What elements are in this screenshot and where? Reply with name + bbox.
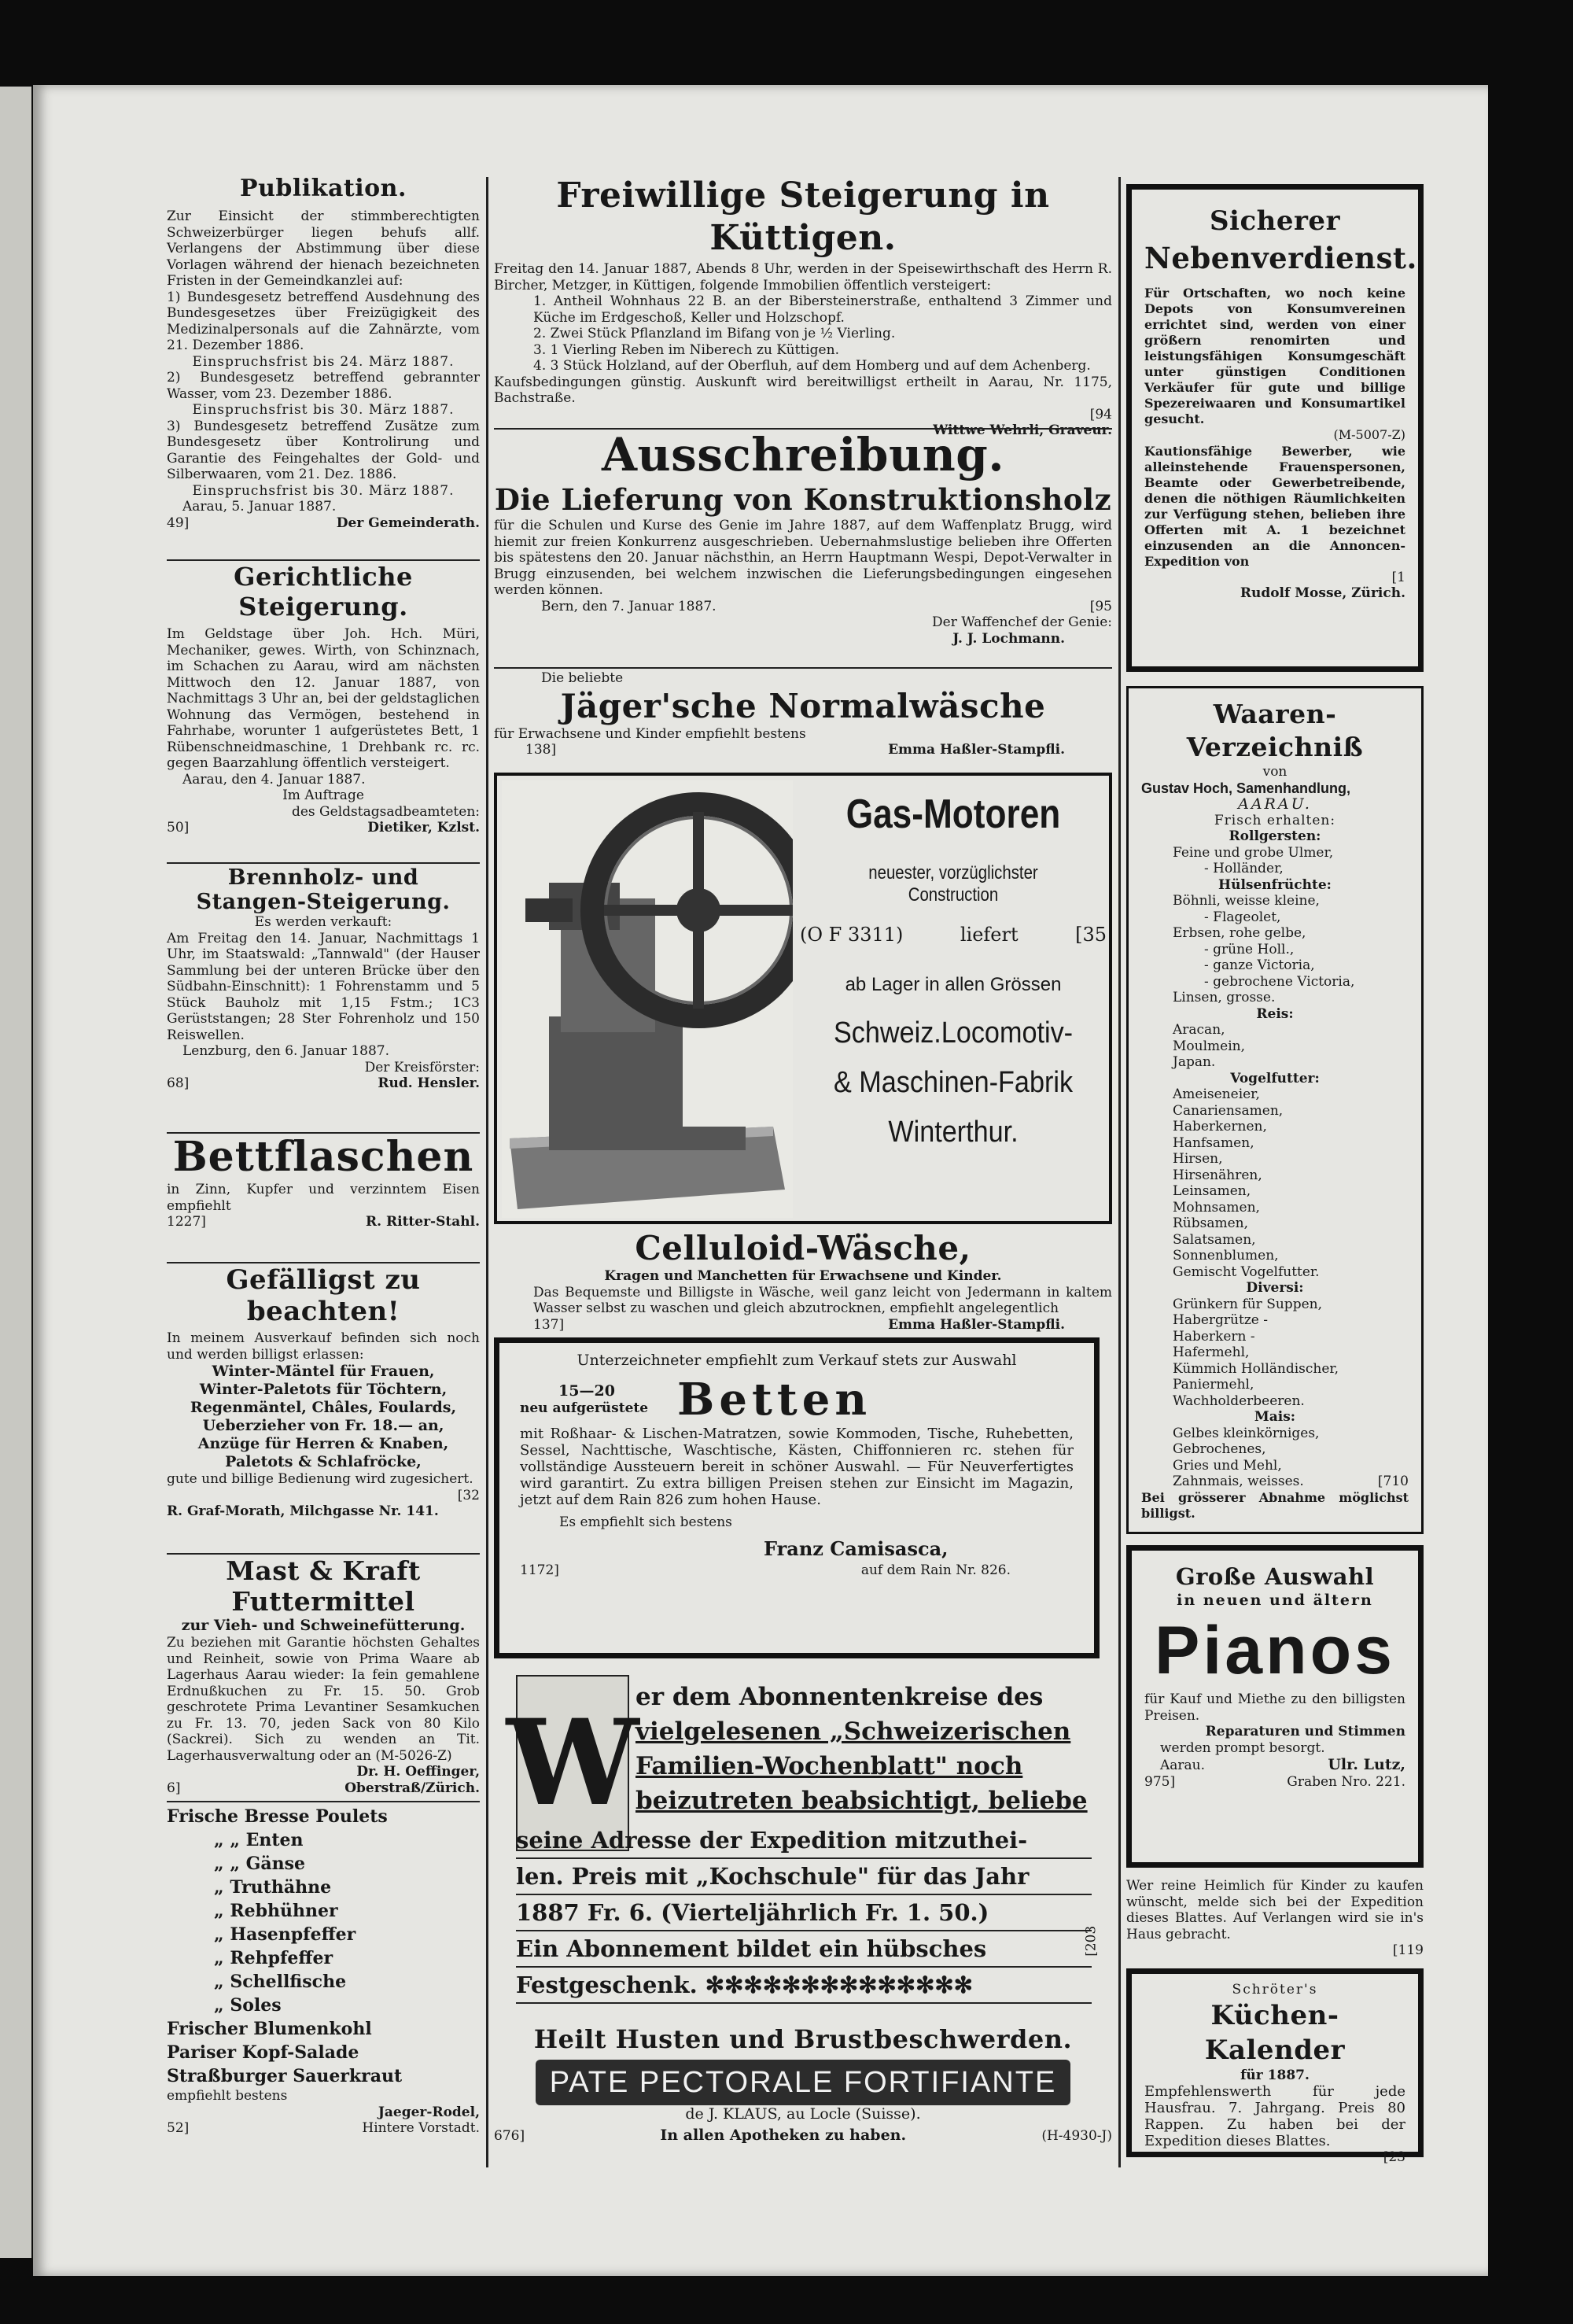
brennholz-text: Am Freitag den 14. Januar, Nachmittags 1 Uhr, im Staatswald: „Tannwald" (der Hauser Sammlung bei der unteren Brücke über den Südbahn-Einschnitt): 1 Fohrenstamm und 5 Stück Bauholz mit 1,15 Fstm.; 1C3 Gerüststangen; 28 Ster Fohrenholz und 150 Reiswellen.	[167, 930, 480, 1043]
abonnenten-line: er dem Abonnentenkreise des	[635, 1683, 1044, 1711]
mast-title: Mast & Kraft Futtermittel	[226, 1555, 421, 1617]
poulets-item: „ Rebhühner	[214, 1901, 338, 1921]
gefaelligst-item: Winter-Mäntel für Frauen,	[212, 1363, 435, 1380]
betten-qty: neu aufgerüstete	[520, 1400, 649, 1416]
waaren-item: Haberkern -	[1173, 1328, 1255, 1345]
mast-signature: Dr. H. Oeffinger,	[356, 1764, 480, 1780]
nebenverdienst-code: (M-5007-Z)	[1333, 427, 1405, 442]
waaren-item: - Holländer,	[1204, 861, 1284, 876]
mast-sub: zur Vieh- und Schweinefütterung.	[181, 1617, 466, 1634]
pianos-sub: in neuen und ältern	[1177, 1592, 1373, 1609]
abonnenten-line: len. Preis mit „Kochschule" für das Jahr	[516, 1859, 1092, 1895]
pianos-address: Graben Nro. 221.	[1287, 1774, 1405, 1790]
publikation-frist: Einspruchsfrist bis 30. März 1887.	[192, 402, 455, 418]
waaren-item: Sonnenblumen,	[1173, 1248, 1279, 1263]
waaren-item: Grünkern für Suppen,	[1173, 1296, 1322, 1312]
waaren-item: - gebrochene Victoria,	[1204, 973, 1355, 990]
waaren-item: Habergrütze -	[1173, 1312, 1268, 1328]
ad-number: 975]	[1144, 1774, 1176, 1790]
ad-publikation	[167, 175, 480, 531]
waaren-item: Gries und Mehl,	[1173, 1457, 1282, 1474]
gas-engine-illustration	[502, 780, 793, 1218]
ad-number: 6]	[167, 1780, 181, 1796]
gas-firm: Schweiz.Locomotiv-	[833, 1016, 1074, 1049]
poulets-item: „ Schellfische	[214, 1972, 347, 1992]
brennholz-signature: Rud. Hensler.	[378, 1075, 480, 1091]
waaren-item: - grüne Holl.,	[1204, 941, 1295, 957]
ad-number: 68]	[167, 1075, 190, 1091]
betten-text: mit Roßhaar- & Lischen-Matratzen, sowie Kommoden, Tische, Ruhebetten, Sessel, Nachttische, Waschtische, Kästen, Chiffonnieren rc. stehen für vollständige Aussteuern bereit in schöner Auswahl. — Für Neuverfertigtes wird garantirt. Zu extra billigen Preisen stehen zur Einsicht im Magazin, jetzt auf dem Rain 826 zum hohen Hause.	[520, 1425, 1074, 1508]
waaren-item: Gebrochenes,	[1173, 1441, 1266, 1457]
ad-celluloid	[494, 1229, 1112, 1333]
nebenverdienst-title: Sicherer	[1210, 205, 1340, 237]
ausschreibung-signature: J. J. Lochmann.	[952, 630, 1065, 647]
ausschreibung-date: Bern, den 7. Januar 1887.	[541, 598, 717, 614]
ad-pianos	[1126, 1545, 1424, 1868]
ornate-initial: W	[516, 1675, 629, 1851]
gerichtliche-title: Gerichtliche Steigerung.	[234, 562, 413, 622]
pate-banner	[536, 2060, 1070, 2105]
pianos-repair: werden prompt besorgt.	[1160, 1739, 1325, 1756]
betten-intro: Unterzeichneter empfiehlt zum Verkauf stets zur Auswahl	[577, 1352, 1017, 1369]
ad-number: 1227]	[167, 1214, 206, 1230]
betten-title: Betten	[677, 1373, 872, 1426]
gefaelligst-item: Winter-Paletots für Töchtern,	[199, 1381, 448, 1398]
gerichtliche-signature: Dietiker, Kzlst.	[367, 820, 480, 836]
waaren-item: Kümmich Holländischer,	[1173, 1360, 1339, 1377]
poulets-item: Frische Bresse Poulets	[167, 1806, 388, 1827]
waaren-item: Salatsamen,	[1173, 1231, 1256, 1248]
abonnenten-line: Familien-Wochenblatt" noch	[635, 1752, 1023, 1780]
waaren-item: - ganze Victoria,	[1204, 957, 1315, 973]
waaren-item: Haberkernen,	[1173, 1119, 1267, 1134]
brennholz-sub: Es werden verkauft:	[254, 914, 392, 930]
abonnenten-line: 1887 Fr. 6. (Vierteljährlich Fr. 1. 50.)	[516, 1895, 1092, 1931]
brennholz-title: Brennholz- und	[227, 865, 419, 890]
waaren-item: Hirsenähren,	[1173, 1167, 1262, 1183]
ad-waaren-verzeichniss	[1126, 686, 1424, 1534]
waaren-heading: Rollgersten:	[1229, 828, 1321, 844]
waaren-item: Leinsamen,	[1173, 1183, 1251, 1199]
ad-number: [710	[1377, 1474, 1409, 1489]
poulets-item: Straßburger Sauerkraut	[167, 2066, 403, 2086]
waaren-item: Wachholderbeeren.	[1173, 1393, 1305, 1409]
divider	[167, 1553, 480, 1555]
poulets-item: Pariser Kopf-Salade	[167, 2042, 359, 2063]
ad-number: 138]	[525, 742, 557, 758]
waaren-item: Erbsen, rohe gelbe,	[1173, 925, 1306, 941]
gerichtliche-date: Aarau, den 4. Januar 1887.	[182, 771, 366, 788]
poulets-item: Frischer Blumenkohl	[167, 2019, 372, 2039]
ad-brennholz	[167, 865, 480, 1092]
pianos-city: Aarau.	[1160, 1758, 1206, 1773]
waaren-item: Hirsen,	[1173, 1151, 1223, 1167]
steigerung-text: Freitag den 14. Januar 1887, Abends 8 Uhr, werden in der Speisewirthschaft des Herrn R. Bircher, Metzger, in Küttigen, folgende Immobilien öffentlich versteigert:	[494, 261, 1112, 293]
kalender-pre: Schröter's	[1232, 1982, 1318, 1998]
celluloid-title: Celluloid-Wäsche,	[635, 1229, 971, 1267]
ad-gefaelligst	[167, 1264, 480, 1520]
steigerung-signature: Wittwe Wehrli, Graveur.	[933, 422, 1112, 438]
abonnenten-line: Ein Abonnement bildet ein hübsches	[516, 1931, 1092, 1968]
divider	[167, 559, 480, 561]
waaren-von: von	[1262, 764, 1288, 780]
kalender-title: Küchen-Kalender	[1204, 1999, 1346, 2066]
steigerung-item: 1. Antheil Wohnhaus 22 B. an der Bibersteinerstraße, enthaltend 3 Zimmer und Küche im Erdgeschoß, Keller und Holzschopf.	[533, 293, 1112, 326]
ad-number: [203	[1083, 1925, 1100, 1957]
bettflaschen-title: Bettflaschen	[172, 1133, 474, 1181]
waaren-item: Böhnli, weisse kleine,	[1173, 893, 1320, 909]
waaren-item: Japan.	[1173, 1054, 1216, 1070]
pianos-repair: Reparaturen und Stimmen	[1205, 1724, 1405, 1739]
abonnenten-line: beizutreten beabsichtigt, beliebe	[635, 1787, 1088, 1815]
gefaelligst-signature: R. Graf-Morath, Milchgasse Nr. 141.	[167, 1503, 439, 1519]
waaren-heading: Vogelfutter:	[1230, 1070, 1320, 1086]
waaren-item: Moulmein,	[1173, 1038, 1245, 1054]
ad-number: [94	[1089, 406, 1112, 422]
heimlich-text: Wer reine Heimlich für Kinder zu kaufen wünscht, melde sich bei der Expedition dieses Blattes. Auf Verlangen wird sie in's Haus gebracht.	[1126, 1878, 1424, 1942]
waaren-frisch: Frisch erhalten:	[1214, 812, 1336, 828]
waaren-city: AARAU.	[1238, 795, 1312, 813]
gefaelligst-item: Ueberzieher von Fr. 18.— an,	[202, 1417, 444, 1434]
pianos-big-title: Pianos	[1155, 1613, 1395, 1688]
kalender-year: für 1887.	[1240, 2067, 1310, 2083]
poulets-address: Hintere Vorstadt.	[362, 2120, 480, 2136]
bettflaschen-signature: R. Ritter-Stahl.	[366, 1214, 480, 1230]
ad-number: 1172]	[520, 1562, 559, 1578]
ad-gas-motoren	[494, 773, 1112, 1224]
waaren-item: Zahnmais, weisses.	[1173, 1474, 1304, 1489]
ad-steigerung-kuettigen	[494, 175, 1112, 439]
divider	[167, 1801, 480, 1802]
waaren-item: Rübsamen,	[1173, 1215, 1249, 1231]
divider	[494, 667, 1112, 669]
waaren-item: Canariensamen,	[1173, 1102, 1284, 1119]
ad-pate-pectorale	[494, 2023, 1112, 2145]
ad-number: 137]	[533, 1316, 565, 1333]
waaren-item: Feine und grobe Ulmer,	[1173, 844, 1334, 861]
steigerung-text: Kaufsbedingungen günstig. Auskunft wird bereitwilligst ertheilt in Aarau, Nr. 1175, Bachstraße.	[494, 374, 1112, 406]
pate-banner-text: PATE PECTORALE FORTIFIANTE	[549, 2065, 1057, 2099]
ausschreibung-title: Ausschreibung.	[601, 428, 1005, 481]
poulets-item: „ Rehpfeffer	[214, 1948, 333, 1968]
ad-number: [1	[1391, 569, 1405, 585]
waaren-heading: Reis:	[1256, 1005, 1294, 1022]
ad-number: [23	[1383, 2149, 1405, 2165]
ad-number: [95	[1089, 598, 1112, 614]
waaren-heading: Mais:	[1254, 1409, 1296, 1425]
pianos-text: für Kauf und Miethe zu den billigsten Preisen.	[1144, 1691, 1405, 1724]
ad-number: [35	[1075, 924, 1107, 946]
pianos-title: Große Auswahl	[1175, 1563, 1375, 1590]
ad-jaeger-normalwaesche	[494, 670, 1112, 758]
waaren-item: Gelbes kleinkörniges,	[1173, 1425, 1320, 1441]
heilt-code: (H-4930-J)	[1041, 2128, 1112, 2144]
column-rule	[1118, 177, 1121, 2167]
ad-poulets	[167, 1805, 480, 2137]
nebenverdienst-text: Für Ortschaften, wo noch keine Depots von Konsumvereinen errichtet sind, werden von einer größern renomirten und leistungsfähigen Konsumgeschäft unter günstigen Conditionen Verkäufer für gute und billige Spezereiwaaren und Konsumartikel gesucht.	[1144, 286, 1405, 426]
ad-number: 49]	[167, 515, 190, 531]
pianos-signature: Ulr. Lutz,	[1328, 1756, 1405, 1773]
ad-number: 50]	[167, 820, 190, 836]
ad-ausschreibung	[494, 428, 1112, 647]
gerichtliche-amt: des Geldstagsadbeamteten:	[291, 803, 480, 820]
gefaelligst-item: Anzüge für Herren & Knaben,	[197, 1435, 449, 1452]
celluloid-signature: Emma Haßler-Stampfli.	[888, 1316, 1065, 1333]
abonnenten-line: vielgelesenen „Schweizerischen	[635, 1717, 1071, 1746]
gefaelligst-text: gute und billige Bedienung wird zugesichert.	[167, 1471, 473, 1487]
betten-emp: Es empfiehlt sich bestens	[559, 1514, 732, 1530]
nebenverdienst-signature: Rudolf Mosse, Zürich.	[1240, 585, 1405, 601]
steigerung-title: Freiwillige Steigerung in Küttigen.	[556, 175, 1050, 258]
kalender-text: Empfehlenswerth für jede Hausfrau. 7. Jahrgang. Preis 80 Rappen. Zu haben bei der Expedition dieses Blattes.	[1144, 2083, 1405, 2149]
column-rule	[486, 177, 488, 2167]
betten-signature: Franz Camisasca,	[764, 1537, 949, 1560]
steigerung-item: 3. 1 Vierling Reben im Niberech zu Küttigen.	[533, 341, 839, 358]
ausschreibung-subtitle: Die Lieferung von Konstruktionsholz	[494, 482, 1112, 517]
waaren-item: - Flageolet,	[1204, 909, 1281, 925]
heilt-maker: de J. KLAUS, au Locle (Suisse).	[685, 2105, 921, 2123]
ad-betten	[494, 1337, 1100, 1658]
gefaelligst-item: Paletots & Schlafröcke,	[225, 1453, 422, 1470]
celluloid-text: Das Bequemste und Billigste in Wäsche, weil ganz leicht von Jedermann in kaltem Wasser selbst zu waschen und gleich abzutrocknen, empfiehlt angelegentlich	[533, 1284, 1112, 1316]
waaren-item: Linsen, grosse.	[1173, 990, 1276, 1005]
waaren-firm: Gustav Hoch, Samenhandlung,	[1141, 780, 1351, 796]
waaren-item: Mohnsamen,	[1173, 1199, 1260, 1215]
mast-text: Zu beziehen mit Garantie höchsten Gehaltes und Reinheit, sowie von Prima Waare ab Lagerhaus Aarau wieder: Ia fein gemahlene Erdnußkuchen zu Fr. 15. 50. Grob geschrotete Prima Levantiner Sesamkuchen zu Fr. 13. 70, jeden Sack von 80 Kilo (Sackrei). Sich zu wenden an Tit. Lagerhausverwaltung oder an (M-5026-Z)	[167, 1635, 480, 1764]
nebenverdienst-text: Kautionsfähige Bewerber, wie alleinstehende Frauenspersonen, Beamte oder Gewerbetreibende, denen die nöthigen Räumlichkeiten zur Verfügung stehen, belieben ihre Offerten mit A. 1 bezeichnet einzusenden an die Annoncen-Expedition von	[1144, 443, 1405, 569]
previous-page-edge	[0, 87, 31, 2258]
gas-lager: ab Lager in allen Grössen	[845, 974, 1062, 995]
brennholz-amt: Der Kreisförster:	[364, 1059, 480, 1075]
ad-number: [119	[1392, 1942, 1424, 1958]
poulets-item: „ „ Gänse	[214, 1854, 306, 1874]
abonnenten-line: Festgeschenk. ✻✻✻✻✻✻✻✻✻✻✻✻✻✻	[516, 1968, 1092, 2004]
betten-address: auf dem Rain Nr. 826.	[860, 1562, 1011, 1578]
ausschreibung-amt: Der Waffenchef der Genie:	[932, 614, 1112, 630]
heilt-apotheken: In allen Apotheken zu haben.	[660, 2127, 907, 2144]
poulets-text: empfiehlt bestens	[167, 2088, 288, 2104]
publikation-frist: Einspruchsfrist bis 24. März 1887.	[192, 353, 455, 370]
gas-firm: & Maschinen-Fabrik	[833, 1066, 1074, 1099]
ausschreibung-text: für die Schulen und Kurse des Genie im Jahre 1887, auf dem Waffenplatz Brugg, wird hiemit zur freien Konkurrenz ausgeschrieben. Uebernahmslustige belieben ihre Offerten bis spätestens den 20. Januar nächsthin, an Herrn Hauptmann Wespi, Depot-Verwalter in Brugg einzusenden, bei welchem inzwischen die Lieferungsbedingungen eingesehen werden können.	[494, 518, 1112, 598]
ad-gerichtliche-steigerung	[167, 562, 480, 836]
divider	[167, 1262, 480, 1263]
waaren-item: Hafermehl,	[1173, 1345, 1250, 1360]
ad-heimlich	[1126, 1878, 1424, 1959]
celluloid-sub: Kragen und Manchetten für Erwachsene und Kinder.	[604, 1268, 1002, 1284]
publikation-item: 3) Bundesgesetz betreffend Zusätze zum Bundesgesetz über Kontrolirung und Garantie des Feingehaltes der Gold- und Silberwaaren, vom 21. Dez. 1886.	[167, 418, 480, 482]
gas-city: Winterthur.	[888, 1116, 1019, 1149]
abonnenten-line: seine Adresse der Expedition mitzuthei-	[516, 1823, 1092, 1859]
brennholz-title: Stangen-Steigerung.	[196, 890, 451, 914]
gas-subtitle: neuester, vorzüglichster Construction	[868, 862, 1038, 906]
publikation-text: Zur Einsicht der stimmberechtigten Schweizerbürger liegen behufs allf. Verlangens der Abstimmung über diese Vorlagen während der hienach bezeichneten Fristen in der Gemeindkanzlei auf:	[167, 208, 480, 289]
gefaelligst-text: In meinem Ausverkauf befinden sich noch und werden billigst erlassen:	[167, 1330, 480, 1363]
nebenverdienst-title: Nebenverdienst.	[1144, 241, 1417, 275]
poulets-item: „ Truthähne	[214, 1877, 332, 1898]
publikation-item: 2) Bundesgesetz betreffend gebrannter Wasser, vom 23. Dezember 1886.	[167, 370, 480, 402]
publikation-signature: Der Gemeinderath.	[336, 515, 480, 531]
waaren-heading: Hülsenfrüchte:	[1218, 876, 1332, 893]
brennholz-date: Lenzburg, den 6. Januar 1887.	[182, 1043, 390, 1059]
bettflaschen-text: in Zinn, Kupfer und verzinntem Eisen empfiehlt	[167, 1182, 480, 1214]
mast-city: Oberstraß/Zürich.	[344, 1780, 480, 1796]
steigerung-item: 2. Zwei Stück Pflanzland im Bifang von je ½ Vierling.	[533, 326, 896, 341]
publikation-title: Publikation.	[240, 175, 407, 202]
steigerung-item: 4. 3 Stück Holzland, auf der Oberfluh, auf dem Homberg und auf dem Achenberg.	[533, 358, 1091, 374]
poulets-item: „ „ Enten	[214, 1830, 304, 1850]
gerichtliche-text: Im Geldstage über Joh. Hch. Müri, Mechaniker, gewes. Wirth, von Schinznach, im Schachen zu Aarau, wird am nächsten Mittwoch den 12. Januar 1887, von Nachmittags 3 Uhr an, bei der geldstaglichen Wohnung das Vermögen, bestehend in Fahrhabe, worunter 1 aufgerüstetes Bett, 1 Rübenschneidmaschine, 1 Drehbank rc. rc. gegen Baarzahlung öffentlich versteigert.	[167, 626, 480, 771]
ad-number: 676]	[494, 2128, 525, 2144]
publikation-item: 1) Bundesgesetz betreffend Ausdehnung des Bundesgesetzes über Freizügigkeit des Medizinalpersonals auf die Zahnärzte, vom 21. Dezember 1886.	[167, 289, 480, 353]
waaren-item: Hanfsamen,	[1173, 1134, 1254, 1151]
publikation-frist: Einspruchsfrist bis 30. März 1887.	[192, 482, 455, 499]
waaren-item: Paniermehl,	[1173, 1377, 1254, 1393]
ad-bettflaschen	[167, 1133, 480, 1230]
gefaelligst-item: Regenmäntel, Châles, Foulards,	[190, 1399, 457, 1416]
poulets-item: „ Hasenpfeffer	[214, 1924, 356, 1945]
gerichtliche-auftrag: Im Auftrage	[282, 788, 364, 803]
gas-title: Gas-Motoren	[845, 791, 1061, 837]
waaren-footer: Bei grösserer Abnahme möglichst billigst.	[1141, 1489, 1409, 1521]
ad-number: [32	[457, 1487, 480, 1503]
gas-code: (O F 3311)	[800, 924, 904, 946]
ad-nebenverdienst	[1126, 184, 1424, 672]
ad-number: 52]	[167, 2120, 190, 2136]
poulets-item: „ Soles	[214, 1995, 282, 2016]
waaren-title: Waaren-Verzeichniß	[1186, 699, 1364, 762]
publikation-date: Aarau, 5. Januar 1887.	[182, 499, 337, 515]
heilt-title: Heilt Husten und Brustbeschwerden.	[533, 2024, 1073, 2054]
poulets-signature: Jaeger-Rodel,	[378, 2104, 480, 2120]
waaren-heading: Diversi:	[1246, 1280, 1304, 1296]
waaren-item: Gemischt Vogelfutter.	[1173, 1263, 1320, 1280]
divider	[167, 862, 480, 864]
betten-qty: 15—20	[558, 1381, 615, 1400]
ad-kuechen-kalender	[1126, 1968, 1424, 2165]
gas-liefert: liefert	[960, 924, 1019, 946]
jaeger-signature: Emma Haßler-Stampfli.	[888, 742, 1065, 758]
jaeger-title: Jäger'sche Normalwäsche	[560, 686, 1046, 725]
gefaelligst-title: Gefälligst zu beachten!	[226, 1264, 421, 1327]
jaeger-text: für Erwachsene und Kinder empfiehlt bestens	[494, 725, 806, 742]
waaren-item: Aracan,	[1173, 1022, 1225, 1038]
ad-mastfutter	[167, 1555, 480, 1796]
jaeger-pre: Die beliebte	[541, 670, 624, 686]
waaren-item: Ameiseneier,	[1173, 1086, 1260, 1102]
